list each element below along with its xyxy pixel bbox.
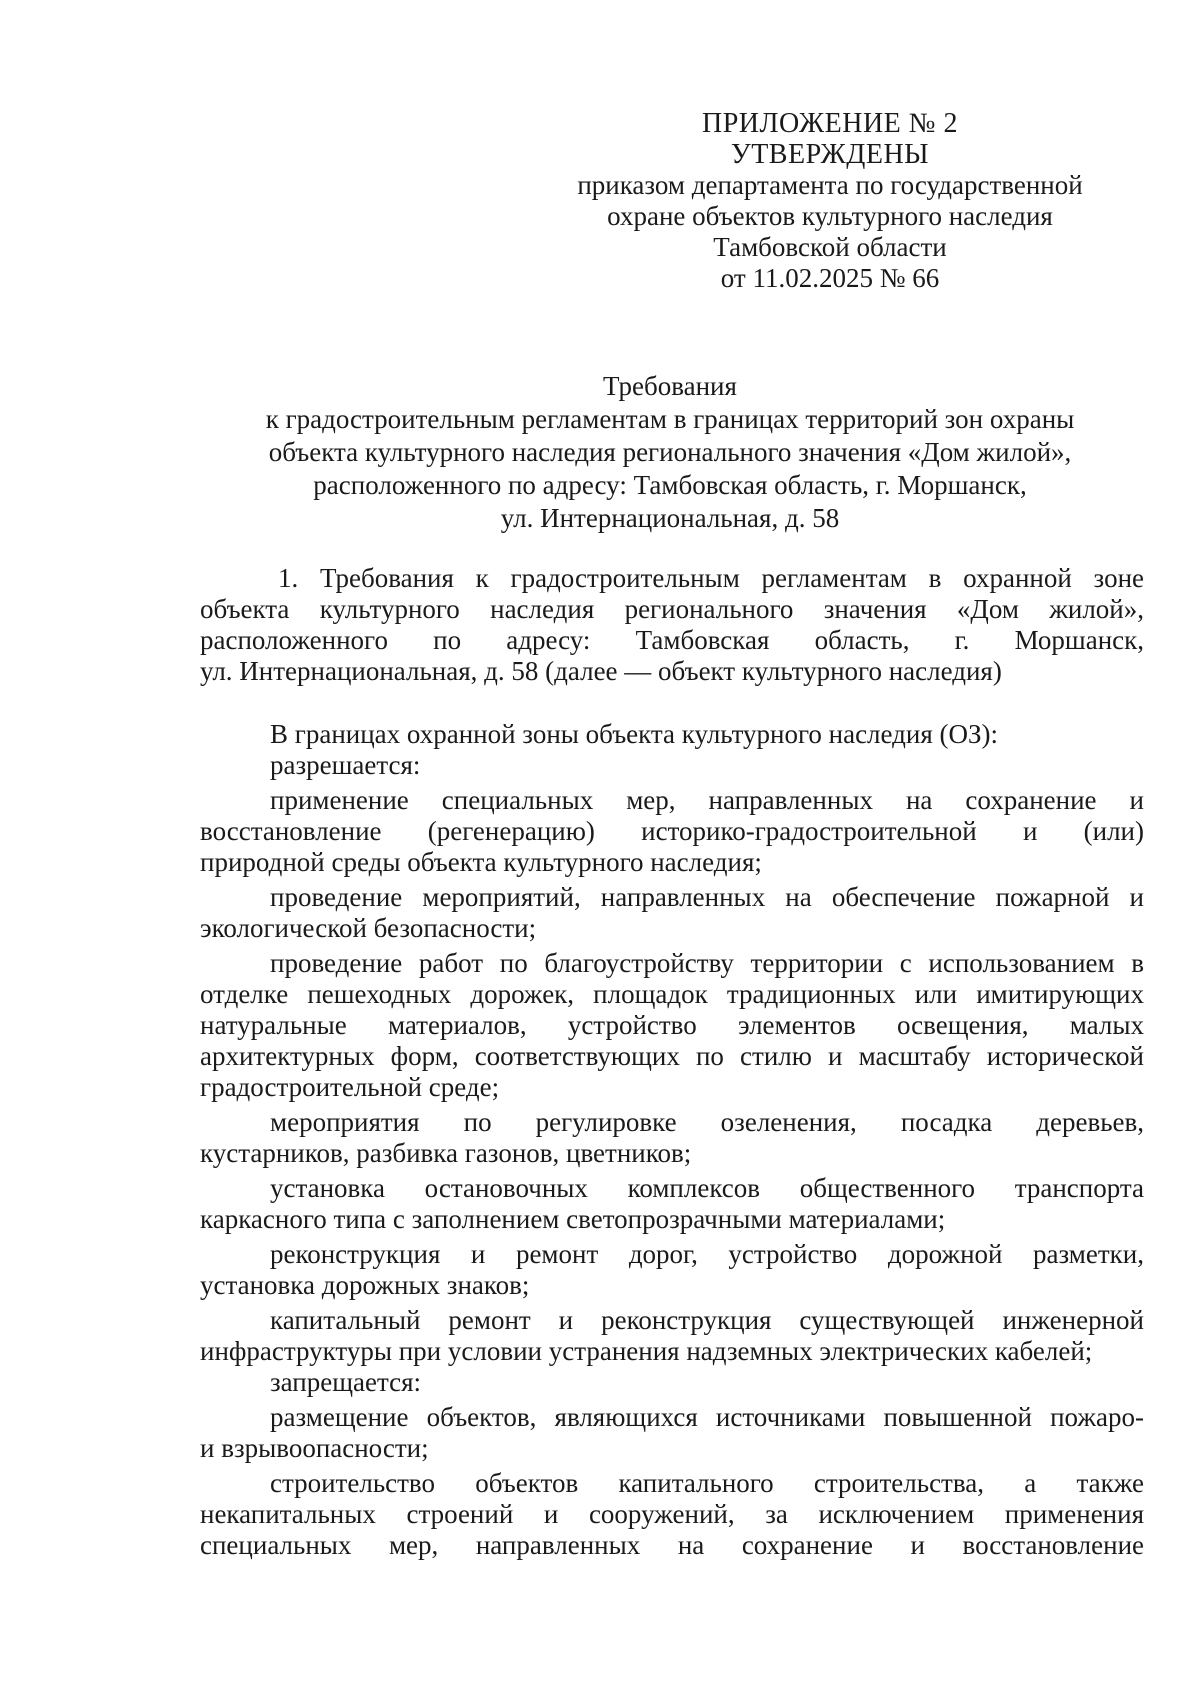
allowed-item-7 (200, 1305, 1144, 1367)
approval-block (540, 108, 1120, 294)
title-line-1: Требования (603, 371, 737, 401)
allowed-item-6 (200, 1239, 1144, 1301)
allowed-item-7-line-2: инфраструктуры при условии устранения надземных электрических кабелей; (200, 1336, 1093, 1366)
prohibited-item-1-line-1: размещение объектов, являющихся источниками повышенной пожаро- (270, 1402, 1144, 1432)
section-1-line-3: расположенного по адресу: Тамбовская область, г. Моршанск, (200, 625, 1144, 655)
allowed-item-3-line-3: натуральные материалов, устройство элементов освещения, малых (200, 1010, 1144, 1040)
allowed-item-5 (200, 1173, 1144, 1235)
allowed-item-3-line-2: отделке пешеходных дорожек, площадок традиционных или имитирующих (200, 979, 1144, 1009)
allowed-item-1-line-1: применение специальных мер, направленных на сохранение и (270, 785, 1144, 815)
allowed-item-4-line-2: кустарников, разбивка газонов, цветников; (200, 1138, 692, 1168)
allowed-item-2 (200, 882, 1144, 944)
allowed-item-2-line-2: экологической безопасности; (200, 913, 537, 943)
section-1-paragraph (200, 563, 1144, 687)
allowed-item-2-line-1: проведение мероприятий, направленных на обеспечение пожарной и (270, 882, 1144, 912)
appendix-number: ПРИЛОЖЕНИЕ № 2 (702, 108, 958, 139)
approved-label: УТВЕРЖДЕНЫ (730, 139, 930, 170)
prohibited-heading: запрещается: (270, 1367, 422, 1397)
zone-intro: В границах охранной зоны объекта культурного наследия (ОЗ): (270, 719, 999, 749)
allowed-item-3-line-1: проведение работ по благоустройству территории с использованием в (270, 948, 1144, 978)
section-1-line-2: объекта культурного наследия регионального значения «Дом жилой», (200, 594, 1144, 624)
allowed-item-4 (200, 1107, 1144, 1169)
allowed-item-3-line-4: архитектурных форм, соответствующих по стилю и масштабу исторической (200, 1041, 1144, 1071)
title-line-5: ул. Интернациональная, д. 58 (500, 503, 840, 533)
allowed-heading: разрешается: (270, 750, 421, 780)
document-body (200, 563, 1144, 1561)
approval-order-line: приказом департамента по государственной (577, 170, 1083, 200)
prohibited-item-2-line-1: строительство объектов капитального строительства, а также (270, 1468, 1144, 1498)
allowed-item-3-line-5: градостроительной среде; (200, 1072, 500, 1102)
allowed-item-6-line-2: установка дорожных знаков; (200, 1270, 530, 1300)
title-line-4: расположенного по адресу: Тамбовская область, г. Моршанск, (313, 470, 1027, 500)
allowed-item-1 (200, 785, 1144, 878)
allowed-item-5-line-1: установка остановочных комплексов общественного транспорта (270, 1173, 1144, 1203)
allowed-item-4-line-1: мероприятия по регулировке озеленения, посадка деревьев, (270, 1107, 1144, 1137)
approval-date-number: от 11.02.2025 № 66 (720, 263, 940, 293)
section-1-line-1: 1. Требования к градостроительным регламентам в охранной зоне (278, 563, 1144, 593)
title-line-3: объекта культурного наследия регионального значения «Дом жилой», (268, 437, 1072, 467)
document-title (200, 370, 1140, 535)
prohibited-item-2-line-2: некапитальных строений и сооружений, за исключением применения (200, 1499, 1144, 1529)
prohibited-item-2-line-3: специальных мер, направленных на сохранение и восстановление (200, 1530, 1144, 1560)
allowed-item-3 (200, 948, 1144, 1103)
allowed-item-5-line-2: каркасного типа с заполнением светопрозрачными материалами; (200, 1204, 946, 1234)
approval-region-line: Тамбовской области (713, 232, 947, 262)
section-1-line-4: ул. Интернациональная, д. 58 (далее — объект культурного наследия) (200, 656, 1002, 686)
prohibited-item-1-line-2: и взрывоопасности; (200, 1433, 429, 1463)
allowed-item-6-line-1: реконструкция и ремонт дорог, устройство дорожной разметки, (270, 1239, 1144, 1269)
prohibited-item-1 (200, 1402, 1144, 1464)
allowed-item-7-line-1: капитальный ремонт и реконструкция существующей инженерной (270, 1305, 1144, 1335)
allowed-item-1-line-3: природной среды объекта культурного наследия; (200, 847, 762, 877)
approval-department-line: охране объектов культурного наследия (607, 201, 1053, 231)
prohibited-item-2 (200, 1468, 1144, 1561)
allowed-item-1-line-2: восстановление (регенерацию) историко-градостроительной и (или) (200, 816, 1144, 846)
title-line-2: к градостроительным регламентам в границах территорий зон охраны (265, 404, 1075, 434)
